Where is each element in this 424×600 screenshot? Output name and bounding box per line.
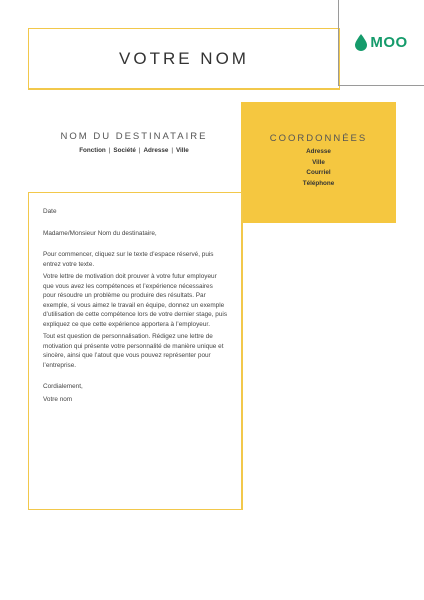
recipient-block (28, 131, 240, 154)
separator: | (171, 147, 173, 154)
recipient-fonction[interactable]: Fonction (79, 147, 106, 154)
recipient-adresse[interactable]: Adresse (143, 147, 169, 154)
separator: | (138, 147, 141, 154)
contact-adresse[interactable]: Adresse (306, 148, 331, 155)
name-header-box (28, 28, 340, 90)
letter-body (28, 192, 243, 510)
contact-ville[interactable]: Ville (312, 158, 325, 166)
letter-salutation[interactable]: Madame/Monsieur Nom du destinataire, (43, 229, 157, 237)
contact-courriel[interactable]: Courriel (306, 169, 331, 176)
logo-box (338, 0, 424, 86)
letter-paragraph-2[interactable]: Votre lettre de motivation doit prouver à votre futur employeur que vous avez les compétences et l’expérience nécessaires pour résoudre un problème ou produire des résultats. Par exemple, si vous aimez le travail en équipe, donnez un exemple d’utilisation de cette compétence lors de votre dernier stage, puis expliquez ce que cette expérience apportera à l’employeur. (43, 273, 228, 328)
recipient-ville[interactable]: Ville (175, 147, 189, 154)
letter-paragraph-1[interactable]: Pour commencer, cliquez sur le texte d’espace réservé, puis entrez votre texte. (43, 251, 214, 268)
letter-date[interactable]: Date (43, 208, 57, 215)
contact-telephone[interactable]: Téléphone (302, 179, 335, 187)
letter-signature[interactable]: Votre nom (43, 395, 73, 403)
letter-closing[interactable]: Cordialement, (43, 383, 83, 390)
contact-panel (241, 102, 396, 223)
sender-name[interactable]: VOTRE NOM (119, 48, 249, 68)
drop-icon (355, 34, 367, 51)
recipient-details (28, 147, 240, 154)
separator: | (108, 147, 111, 154)
recipient-name[interactable]: NOM DU DESTINATAIRE (60, 131, 208, 142)
recipient-societe[interactable]: Société (113, 147, 136, 154)
letter-paragraph-3[interactable]: Tout est question de personnalisation. Rédigez une lettre de motivation qui présente votre personnalité de manière unique et sincère, ainsi que l’atout que vous pouvez représenter pour l’entreprise. (43, 333, 224, 369)
contact-title: COORDONNÉES (269, 133, 368, 144)
logo-text: MOO (370, 34, 408, 51)
